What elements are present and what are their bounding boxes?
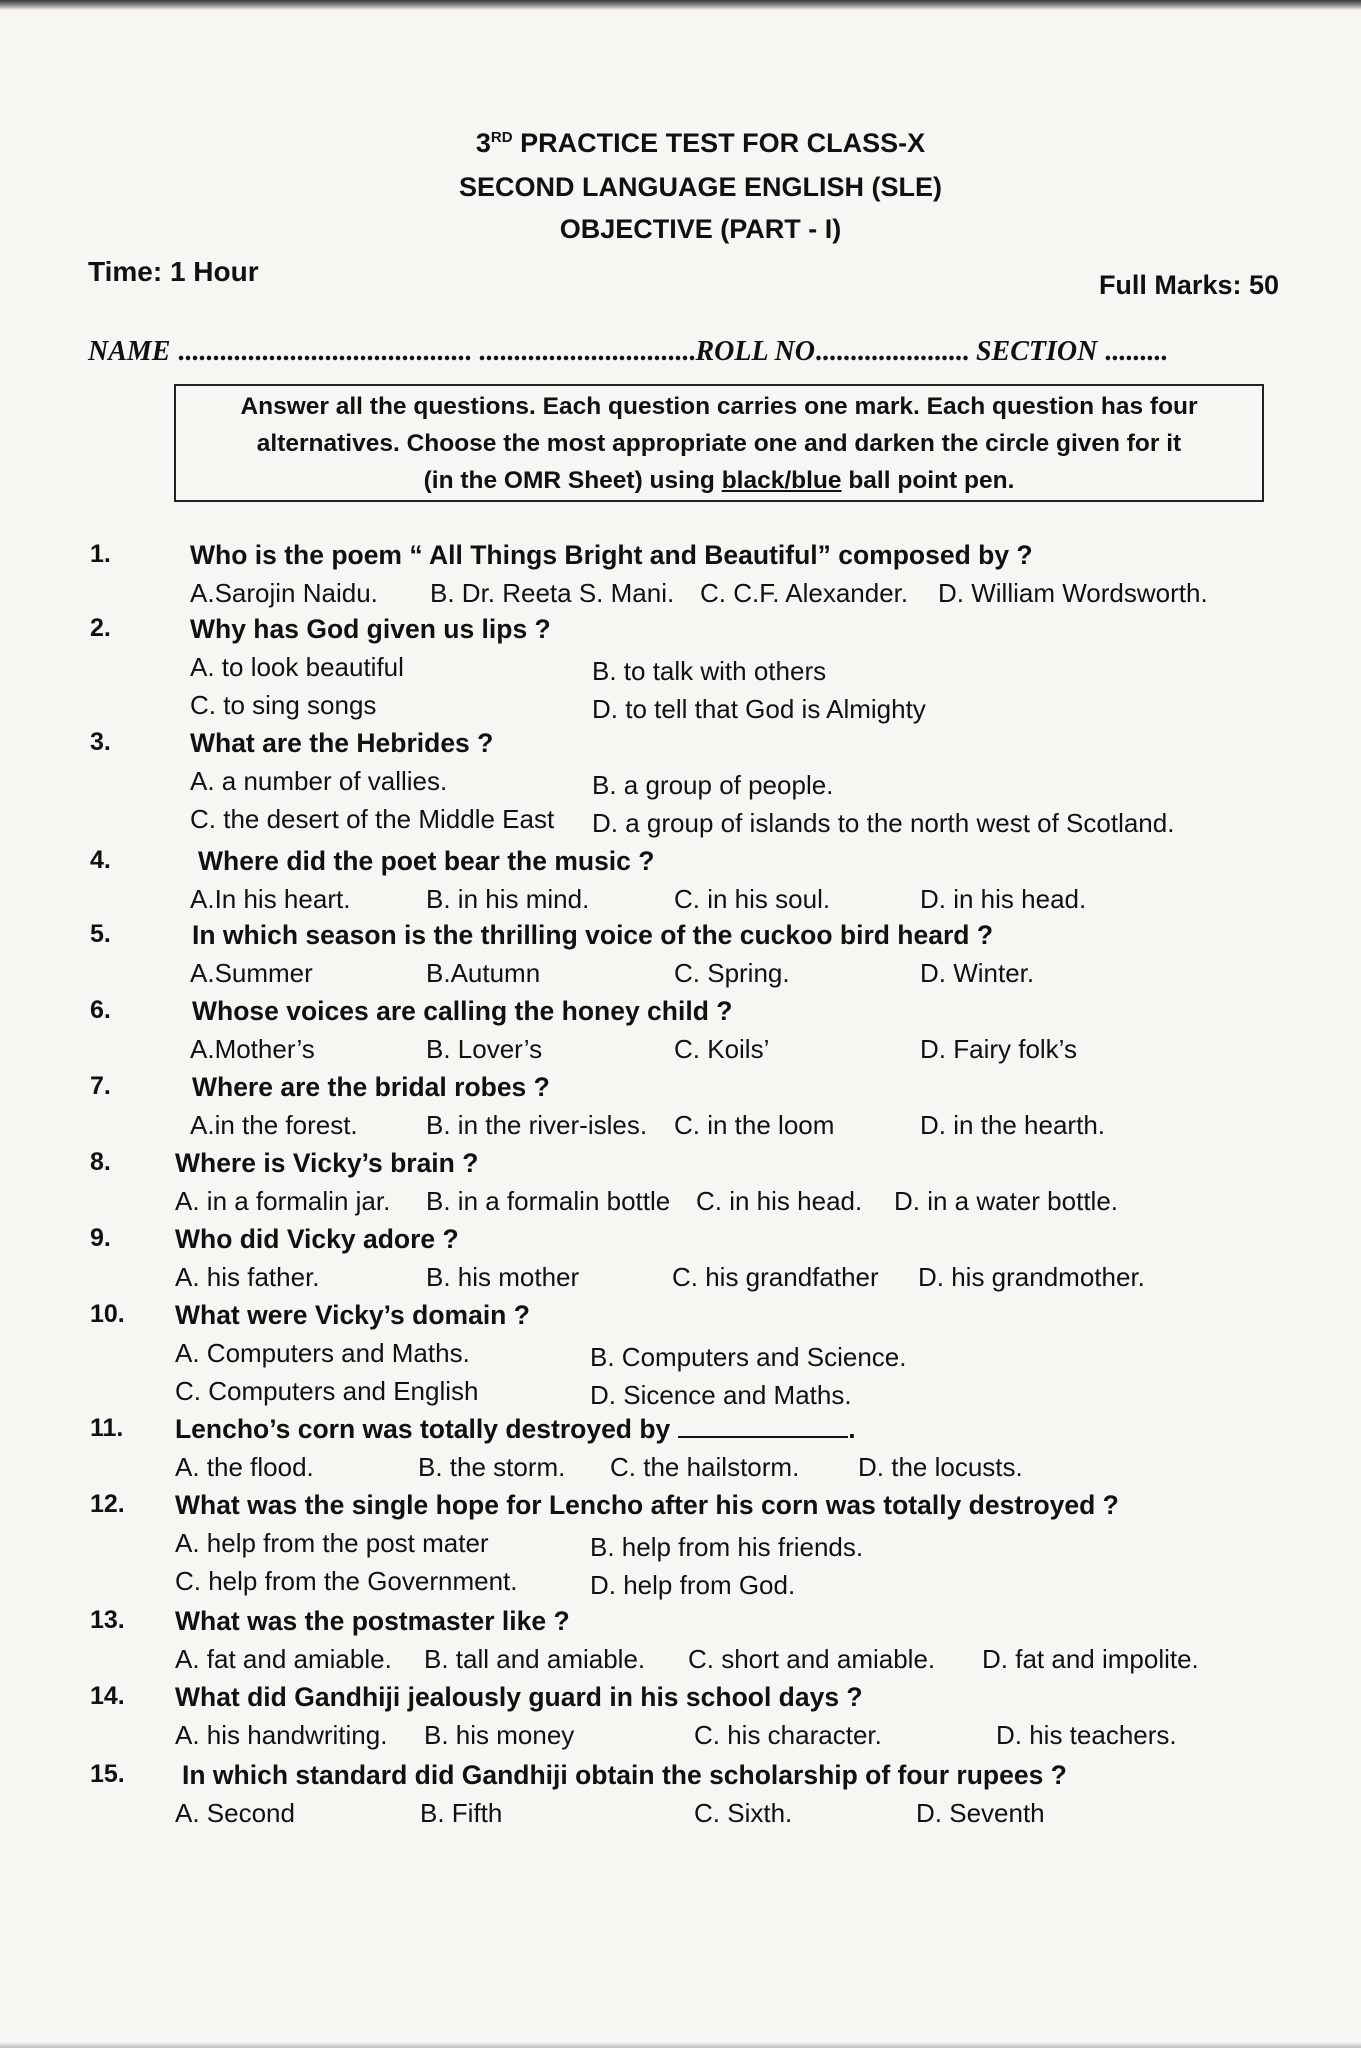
answer-option: B. Fifth xyxy=(420,1798,503,1828)
answer-option: D. a group of islands to the north west of Scotland. xyxy=(592,808,1175,838)
test-part: OBJECTIVE (PART - I) xyxy=(559,214,842,244)
answer-option: C. the desert of the Middle East xyxy=(190,804,555,834)
question-text: In which standard did Gandhiji obtain the scholarship of four rupees ? xyxy=(182,1760,1067,1790)
answer-option: B. a group of people. xyxy=(592,770,834,800)
question-number: 2. xyxy=(90,614,111,642)
question-number: 1. xyxy=(90,540,111,568)
question-number: 13. xyxy=(90,1606,125,1634)
answer-option: D. his grandmother. xyxy=(918,1262,1145,1292)
answer-option: A.Mother’s xyxy=(190,1034,315,1064)
question-text: What was the single hope for Lencho after his corn was totally destroyed ? xyxy=(175,1490,1119,1520)
question-text: What was the postmaster like ? xyxy=(175,1606,570,1636)
answer-option: A. the flood. xyxy=(175,1452,314,1482)
question-number: 15. xyxy=(90,1760,125,1788)
question-text: Where is Vicky’s brain ? xyxy=(175,1148,479,1178)
question-text: What are the Hebrides ? xyxy=(190,728,494,758)
instructions-box xyxy=(174,384,1264,502)
answer-option: D. Sicence and Maths. xyxy=(590,1380,852,1410)
instructions-line: alternatives. Choose the most appropriate one and darken the circle given for it xyxy=(256,430,1182,457)
answer-option: B. help from his friends. xyxy=(590,1532,864,1562)
answer-option: C. in his soul. xyxy=(674,884,831,914)
answer-option: C. help from the Government. xyxy=(175,1566,518,1596)
fill-in-blank xyxy=(678,1416,848,1438)
roll-label: ROLL NO xyxy=(695,336,815,367)
answer-option: B. his mother xyxy=(426,1262,580,1292)
question-text: Why has God given us lips ? xyxy=(190,614,551,644)
answer-option: B. in his mind. xyxy=(426,884,590,914)
answer-option: B. to talk with others xyxy=(592,656,827,686)
answer-option: B. tall and amiable. xyxy=(424,1644,646,1674)
name-field-continued[interactable]: ............................... xyxy=(478,336,696,367)
answer-option: D. fat and impolite. xyxy=(982,1644,1199,1674)
instructions-line: (in the OMR Sheet) using black/blue ball point pen. xyxy=(423,467,1015,494)
time-label: Time: 1 Hour xyxy=(88,256,259,287)
name-field[interactable]: .......................................... xyxy=(177,336,472,367)
question-number: 10. xyxy=(90,1300,125,1328)
answer-option: A. his father. xyxy=(175,1262,320,1292)
answer-option: C. to sing songs xyxy=(190,690,377,720)
answer-option: B.Autumn xyxy=(426,958,541,988)
question-number: 14. xyxy=(90,1682,125,1710)
answer-option: C. Koils’ xyxy=(674,1034,770,1064)
question-text: Where are the bridal robes ? xyxy=(192,1072,550,1102)
answer-option: B. his money xyxy=(424,1720,575,1750)
question-text: What did Gandhiji jealously guard in his school days ? xyxy=(175,1682,863,1712)
question-text: In which season is the thrilling voice of the cuckoo bird heard ? xyxy=(192,920,994,950)
answer-option: B. the storm. xyxy=(418,1452,566,1482)
page-bottom-edge xyxy=(0,2042,1361,2048)
question-text: Who is the poem “ All Things Bright and Beautiful” composed by ? xyxy=(190,540,1033,570)
answer-option: B. Computers and Science. xyxy=(590,1342,907,1372)
answer-option: D. Seventh xyxy=(916,1798,1045,1828)
answer-option: C. Sixth. xyxy=(694,1798,793,1828)
answer-option: A. Computers and Maths. xyxy=(175,1338,470,1368)
question-number: 12. xyxy=(90,1490,125,1518)
answer-option: C. his grandfather xyxy=(672,1262,879,1292)
question-number: 5. xyxy=(90,920,111,948)
pen-color-emphasis: black/blue xyxy=(721,467,842,494)
page-top-edge xyxy=(0,0,1361,10)
section-label: SECTION xyxy=(975,336,1098,367)
answer-option: A. a number of vallies. xyxy=(190,766,448,796)
question-number: 8. xyxy=(90,1148,111,1176)
answer-option: A.Summer xyxy=(190,958,313,988)
instructions-line: Answer all the questions. Each question carries one mark. Each question has four xyxy=(240,393,1198,420)
student-details-row xyxy=(88,336,1288,368)
answer-option: B. in a formalin bottle xyxy=(426,1186,671,1216)
test-subtitle: SECOND LANGUAGE ENGLISH (SLE) xyxy=(458,172,943,202)
answer-option: B. in the river-isles. xyxy=(426,1110,648,1140)
answer-option: B. Dr. Reeta S. Mani. xyxy=(430,578,675,608)
question-number: 4. xyxy=(90,846,111,874)
answer-option: A. his handwriting. xyxy=(175,1720,388,1750)
roll-field[interactable]: ...................... xyxy=(814,336,969,367)
question-text: Lencho’s corn was totally destroyed by . xyxy=(175,1414,856,1444)
question-text: Whose voices are calling the honey child ? xyxy=(192,996,733,1026)
question-number: 7. xyxy=(90,1072,111,1100)
answer-option: D. in a water bottle. xyxy=(894,1186,1118,1216)
answer-option: A. fat and amiable. xyxy=(175,1644,392,1674)
answer-option: B. Lover’s xyxy=(426,1034,543,1064)
answer-option: A.In his heart. xyxy=(190,884,351,914)
answer-option: D. his teachers. xyxy=(996,1720,1177,1750)
answer-option: A.in the forest. xyxy=(190,1110,358,1140)
answer-option: C. the hailstorm. xyxy=(610,1452,800,1482)
question-text: What were Vicky’s domain ? xyxy=(175,1300,530,1330)
question-text: Who did Vicky adore ? xyxy=(175,1224,459,1254)
answer-option: D. William Wordsworth. xyxy=(938,578,1208,608)
answer-option: C. in the loom xyxy=(674,1110,835,1140)
name-label: NAME xyxy=(88,336,171,367)
answer-option: C. in his head. xyxy=(696,1186,863,1216)
answer-option: C. Spring. xyxy=(674,958,790,988)
answer-option: A. to look beautiful xyxy=(190,652,404,682)
answer-option: A. help from the post mater xyxy=(175,1528,489,1558)
answer-option: A. in a formalin jar. xyxy=(175,1186,391,1216)
answer-option: A.Sarojin Naidu. xyxy=(190,578,378,608)
answer-option: C. his character. xyxy=(694,1720,882,1750)
answer-option: D. Fairy folk’s xyxy=(920,1034,1077,1064)
test-title: 3RD PRACTICE TEST FOR CLASS-X xyxy=(475,128,926,158)
answer-option: C. Computers and English xyxy=(175,1376,479,1406)
question-number: 6. xyxy=(90,996,111,1024)
question-number: 11. xyxy=(90,1414,124,1442)
full-marks-label: Full Marks: 50 xyxy=(1098,270,1279,300)
answer-option: C. C.F. Alexander. xyxy=(700,578,909,608)
answer-option: D. help from God. xyxy=(590,1570,796,1600)
answer-option: D. Winter. xyxy=(920,958,1035,988)
question-number: 3. xyxy=(90,728,111,756)
answer-option: A. Second xyxy=(175,1798,295,1828)
answer-option: D. in his head. xyxy=(920,884,1087,914)
answer-option: C. short and amiable. xyxy=(688,1644,936,1674)
answer-option: D. in the hearth. xyxy=(920,1110,1105,1140)
question-text: Where did the poet bear the music ? xyxy=(198,846,655,876)
answer-option: D. the locusts. xyxy=(858,1452,1023,1482)
question-number: 9. xyxy=(90,1224,111,1252)
section-field[interactable]: ......... xyxy=(1104,336,1168,367)
answer-option: D. to tell that God is Almighty xyxy=(592,694,926,724)
